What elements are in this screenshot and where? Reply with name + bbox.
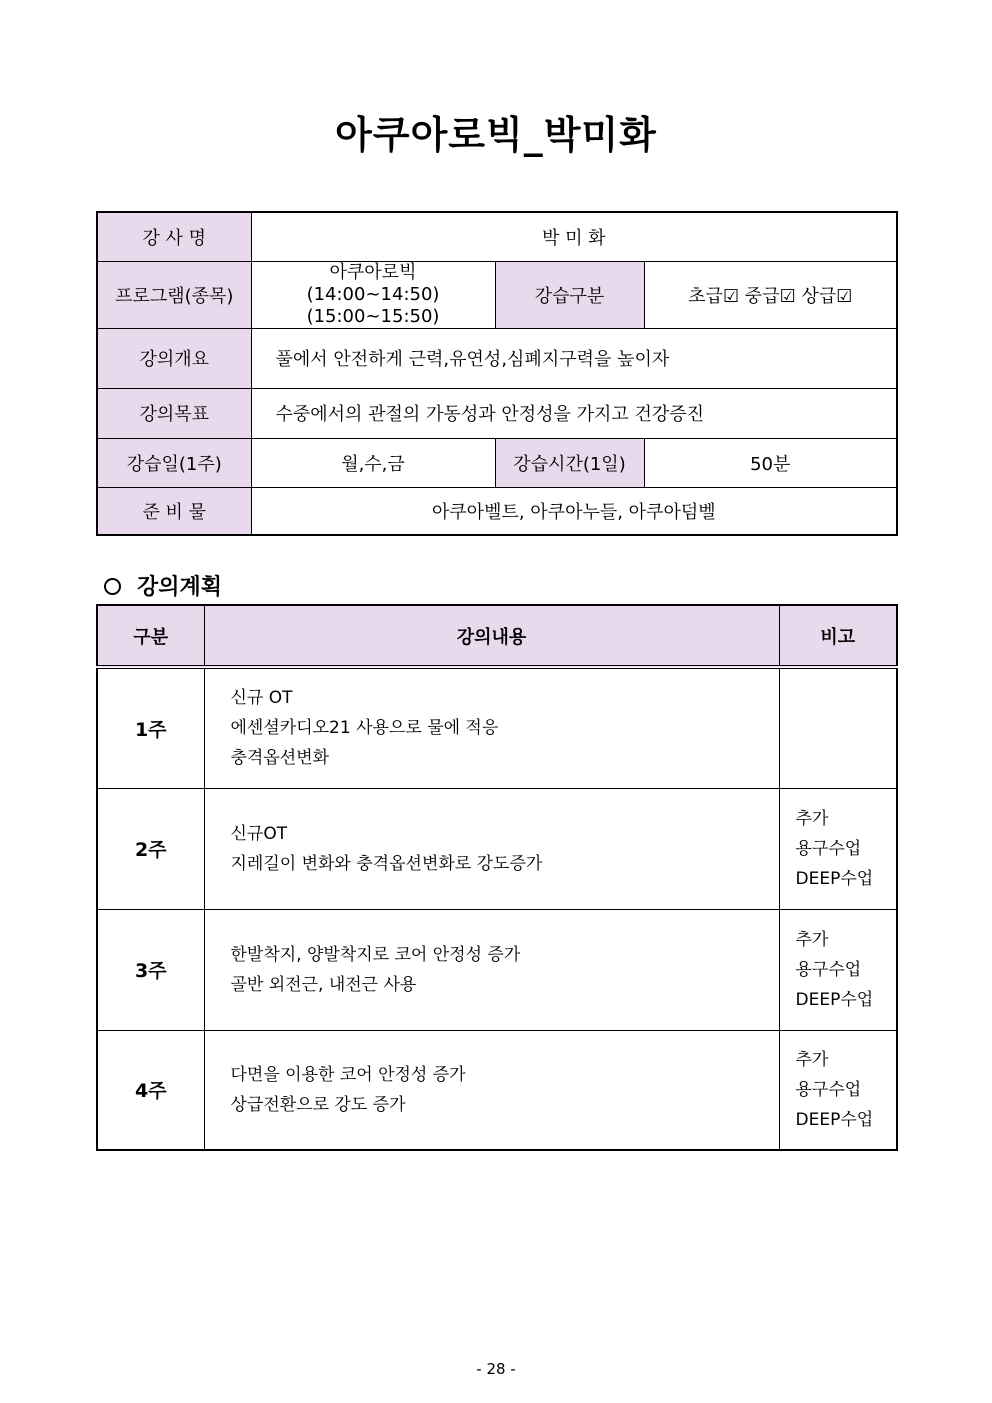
content-line: 다면을 이용한 코어 안정성 증가: [230, 1064, 466, 1085]
supplies-label: 준 비 물: [97, 487, 251, 535]
program-value: [251, 261, 495, 328]
week-label: 4주: [97, 1030, 204, 1150]
content-line: 지레길이 변화와 충격옵션변화로 강도증가: [230, 853, 543, 874]
overview-value: 풀에서 안전하게 근력,유연성,심폐지구력을 높이자: [251, 328, 897, 388]
content-line: 충격옵션변화: [230, 748, 330, 769]
goal-value: 수중에서의 관절의 가동성과 안정성을 가지고 건강증진: [251, 388, 897, 438]
content-line: 골반 외전근, 내전근 사용: [230, 974, 417, 995]
content-line: 에센셜카디오21 사용으로 물에 적응: [230, 718, 499, 739]
goal-label: 강의목표: [97, 388, 251, 438]
content-line: 한발착지, 양발착지로 코어 안정성 증가: [230, 944, 521, 965]
note-line: 추가: [795, 929, 829, 950]
header-week: 구분: [97, 605, 204, 667]
content-line: 상급전환으로 강도 증가: [230, 1094, 406, 1115]
supplies-value: 아쿠아벨트, 아쿠아누들, 아쿠아덤벨: [251, 487, 897, 535]
program-time-1: (14:00~14:50): [306, 283, 440, 305]
days-label: 강습일(1주): [97, 438, 251, 487]
instructor-label: 강 사 명: [97, 212, 251, 261]
level-value: 초급☑ 중급☑ 상급☑: [644, 261, 897, 328]
note-line: 용구수업: [795, 959, 862, 980]
note-line: 용구수업: [795, 838, 862, 859]
instructor-value: 박 미 화: [251, 212, 897, 261]
section-title: 강의계획: [137, 575, 223, 600]
week-note: [779, 909, 897, 1030]
page-title: 아쿠아로빅_박미화: [335, 113, 657, 157]
week-content: [204, 788, 779, 909]
table-row: [97, 1030, 897, 1150]
program-label: 프로그램(종목): [97, 261, 251, 328]
note-line: DEEP수업: [795, 868, 874, 889]
table-row: [97, 667, 897, 788]
table-row: [97, 788, 897, 909]
week-note: [779, 788, 897, 909]
table-row: [97, 909, 897, 1030]
program-time-2: (15:00~15:50): [306, 305, 440, 327]
lecture-plan-table: [96, 604, 898, 1151]
course-info-table: [96, 211, 898, 536]
week-content: [204, 909, 779, 1030]
circle-bullet-icon: [104, 578, 121, 595]
time-label: 강습시간(1일): [495, 438, 644, 487]
note-line: 용구수업: [795, 1079, 862, 1100]
page-number: - 28 -: [476, 1360, 516, 1378]
week-content: [204, 667, 779, 788]
week-label: 3주: [97, 909, 204, 1030]
week-note: [779, 1030, 897, 1150]
content-line: 신규OT: [230, 823, 288, 844]
week-content: [204, 1030, 779, 1150]
level-label: 강습구분: [495, 261, 644, 328]
days-value: 월,수,금: [251, 438, 495, 487]
overview-label: 강의개요: [97, 328, 251, 388]
week-label: 1주: [97, 667, 204, 788]
content-line: 신규 OT: [230, 688, 293, 709]
note-line: DEEP수업: [795, 989, 874, 1010]
header-note: 비고: [779, 605, 897, 667]
time-value: 50분: [644, 438, 897, 487]
section-heading: [104, 570, 222, 601]
note-line: 추가: [795, 1049, 829, 1070]
note-line: DEEP수업: [795, 1109, 874, 1130]
program-name: 아쿠아로빅: [329, 261, 417, 283]
week-note: [779, 667, 897, 788]
week-label: 2주: [97, 788, 204, 909]
note-line: 추가: [795, 808, 829, 829]
header-content: 강의내용: [204, 605, 779, 667]
